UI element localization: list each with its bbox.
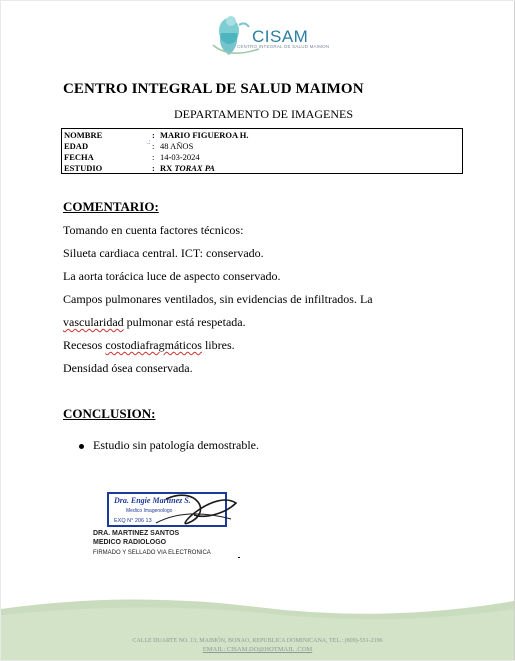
- conclusion-heading: CONCLUSION:: [63, 406, 156, 421]
- patient-label: EDAD: [64, 141, 89, 151]
- page-title: CENTRO INTEGRAL DE SALUD MAIMON: [63, 81, 364, 97]
- logo-subtitle: CENTRO INTEGRAL DE SALUD MAIMON: [237, 44, 330, 49]
- comment-line: La aorta torácica luce de aspecto conservado.: [63, 269, 281, 283]
- svg-text:EXQ N° 206 13: EXQ N° 206 13: [114, 518, 152, 524]
- signer-block: [93, 529, 179, 547]
- patient-label: NOMBRE: [64, 130, 103, 140]
- document-page: [1, 1, 515, 660]
- signer-title: MEDICO RADIOLOGO: [93, 539, 167, 546]
- spellcheck-word: vascularidad: [63, 315, 124, 329]
- conclusion-item: Estudio sin patología demostrable.: [79, 438, 259, 453]
- spellcheck-word: costodiafragmáticos: [105, 338, 202, 352]
- department-title: DEPARTAMENTO DE IMAGENES: [174, 107, 353, 121]
- footer-address: CALLE DUARTE NO. 13, MAIMÓN, BONAO, REPUBLICA DOMINICANA, TEL.: (809)-551-2196: [132, 638, 383, 644]
- svg-text:Dra. Engie Martinez S.: Dra. Engie Martinez S.: [114, 496, 191, 505]
- signature-note: FIRMADO Y SELLADO VIA ELECTRONICA: [93, 550, 211, 556]
- signer-name: DRA. MARTINEZ SANTOS: [93, 530, 180, 537]
- stray-mark: [238, 557, 240, 558]
- footer-email[interactable]: EMAIL: CISAM.DO@HOTMAIL .COM: [202, 646, 313, 653]
- patient-info-box: NOMBRE .: : MARIO FIGUEROA H. EDAD : 48 AÑOS FECHA : 14-03-2024 ESTUDIO : RX TORAX PA: [61, 128, 463, 174]
- patient-value: 14-03-2024: [160, 152, 200, 162]
- patient-value: RX TORAX PA: [160, 163, 215, 173]
- patient-label: ESTUDIO: [64, 163, 103, 173]
- logo-wordmark: CISAM: [252, 27, 309, 46]
- svg-text:Medico Imagenologo: Medico Imagenologo: [126, 508, 173, 514]
- comment-line: Tomando en cuenta factores técnicos:: [63, 223, 244, 237]
- comment-line: vascularidad pulmonar está respetada.: [63, 315, 246, 329]
- patient-value: 48 AÑOS: [160, 141, 194, 151]
- patient-label: FECHA: [64, 152, 94, 162]
- comment-heading: COMENTARIO:: [63, 199, 159, 214]
- comment-line: Campos pulmonares ventilados, sin evidencias de infiltrados. La: [63, 292, 373, 306]
- patient-value: MARIO FIGUEROA H.: [160, 130, 249, 140]
- comment-line: Densidad ósea conservada.: [63, 361, 193, 375]
- comment-line: Silueta cardiaca central. ICT: conservado.: [63, 246, 264, 260]
- comment-line: Recesos costodiafragmáticos libres.: [63, 338, 235, 352]
- bullet-icon: [79, 444, 84, 449]
